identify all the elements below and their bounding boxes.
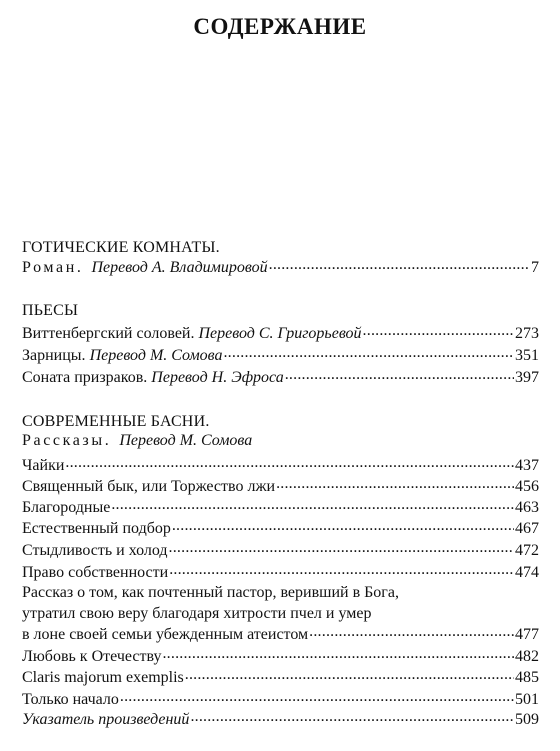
toc-entry[interactable] <box>22 689 539 710</box>
toc-entry[interactable] <box>22 476 539 497</box>
toc-entry-title: Любовь к Отечеству <box>22 648 162 665</box>
page-number: 477 <box>515 626 539 643</box>
toc-entry-title: Чайки <box>22 457 65 474</box>
dot-leader <box>120 690 514 704</box>
page-title: СОДЕРЖАНИЕ <box>193 14 367 39</box>
toc-entry-title: Только начало <box>22 691 119 708</box>
toc-entry-genre: Роман. Перевод А. Владимировой <box>22 259 268 276</box>
page-number: 397 <box>515 369 539 386</box>
dot-leader <box>276 477 514 491</box>
section-heading-fables: СОВРЕМЕННЫЕ БАСНИ. <box>22 413 210 430</box>
page-number: 437 <box>515 457 539 474</box>
toc-entry-title: в лоне своей семьи убежденным атеистом <box>22 626 309 643</box>
toc-entry-title: Право собственности <box>22 564 169 581</box>
page-number: 467 <box>515 520 539 537</box>
toc-entry-long-line-1: Рассказ о том, как почтенный пастор, веривший в Бога, <box>22 584 399 601</box>
toc-entry[interactable] <box>22 323 539 344</box>
dot-leader <box>223 346 514 360</box>
toc-entry[interactable] <box>22 497 539 518</box>
toc-entry-title: Священный бык, или Торжество лжи <box>22 478 276 495</box>
page-number: 273 <box>515 325 539 342</box>
page-number: 472 <box>515 542 539 559</box>
toc-entry[interactable] <box>22 646 539 667</box>
dot-leader <box>363 324 514 338</box>
toc-entry-long[interactable] <box>22 624 539 645</box>
dot-leader <box>309 625 514 639</box>
dot-leader <box>162 647 514 661</box>
dot-leader <box>185 668 514 682</box>
toc-entry-title: Стыдливость и холод <box>22 542 168 559</box>
toc-entry-index[interactable] <box>22 709 539 730</box>
page-number: 456 <box>515 478 539 495</box>
page-number: 485 <box>515 669 539 686</box>
dot-leader <box>169 541 514 555</box>
dot-leader <box>285 368 514 382</box>
page-number: 463 <box>515 499 539 516</box>
section-heading-gothic: ГОТИЧЕСКИЕ КОМНАТЫ. <box>22 239 220 256</box>
toc-entry-long-line-2: утратил свою веру благодаря хитрости пчел и умер <box>22 605 372 622</box>
page-number: 501 <box>515 691 539 708</box>
toc-entry-title: Соната призраков. Перевод Н. Эфроса <box>22 369 284 386</box>
toc-entry-title: Зарницы. Перевод М. Сомова <box>22 347 223 364</box>
toc-entry[interactable] <box>22 518 539 539</box>
dot-leader <box>172 519 514 533</box>
page-number: 482 <box>515 648 539 665</box>
page-number: 7 <box>531 259 539 276</box>
dot-leader <box>111 498 514 512</box>
dot-leader <box>190 710 514 724</box>
dot-leader <box>65 456 514 470</box>
page-number: 474 <box>515 564 539 581</box>
toc-entry[interactable] <box>22 562 539 583</box>
toc-entry-title: Указатель произведений <box>22 711 190 728</box>
toc-entry-title: Благородные <box>22 499 111 516</box>
toc-entry-title: Естественный подбор <box>22 520 171 537</box>
toc-entry-title: Виттенбергский соловей. Перевод С. Григорьевой <box>22 325 362 342</box>
dot-leader <box>269 258 530 272</box>
toc-entry[interactable] <box>22 367 539 388</box>
toc-entry[interactable] <box>22 540 539 561</box>
toc-entry-gothic-novel[interactable] <box>22 257 539 278</box>
toc-entry[interactable] <box>22 345 539 366</box>
toc-entry[interactable] <box>22 667 539 688</box>
page-number: 351 <box>515 347 539 364</box>
dot-leader <box>169 563 514 577</box>
section-subheading-fables: Рассказы. Перевод М. Сомова <box>22 432 253 449</box>
toc-entry[interactable] <box>22 455 539 476</box>
page-number: 509 <box>515 711 539 728</box>
toc-entry-title: Claris majorum exemplis <box>22 669 184 686</box>
section-heading-plays: ПЬЕСЫ <box>22 302 79 319</box>
